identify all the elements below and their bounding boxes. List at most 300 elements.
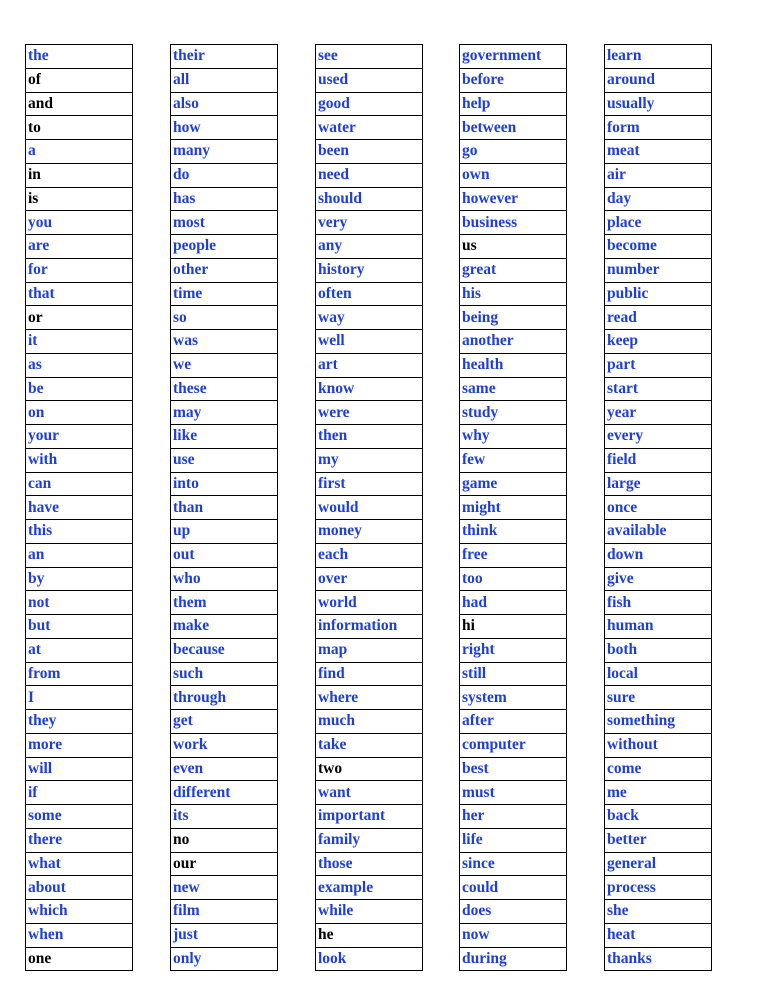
- word-row: [316, 757, 423, 781]
- word-cell: process: [605, 876, 712, 900]
- word-cell: no: [171, 828, 278, 852]
- word-row: [460, 68, 567, 92]
- word-cell: been: [316, 140, 423, 164]
- word-row: [26, 591, 133, 615]
- word-column-2: [170, 44, 278, 971]
- word-cell: after: [460, 710, 567, 734]
- word-cell: through: [171, 686, 278, 710]
- word-row: [316, 306, 423, 330]
- word-cell: of: [26, 68, 133, 92]
- word-row: [316, 947, 423, 971]
- word-cell: however: [460, 187, 567, 211]
- word-cell: would: [316, 496, 423, 520]
- word-row: [171, 520, 278, 544]
- word-row: [171, 211, 278, 235]
- word-cell: local: [605, 662, 712, 686]
- word-row: [171, 68, 278, 92]
- word-cell: hi: [460, 615, 567, 639]
- word-cell: become: [605, 235, 712, 259]
- word-cell: she: [605, 900, 712, 924]
- word-row: [316, 282, 423, 306]
- word-cell: back: [605, 805, 712, 829]
- word-cell: learn: [605, 45, 712, 69]
- word-cell: had: [460, 591, 567, 615]
- word-row: [26, 496, 133, 520]
- word-row: [171, 567, 278, 591]
- word-row: [316, 211, 423, 235]
- word-cell: as: [26, 353, 133, 377]
- word-cell: heat: [605, 923, 712, 947]
- word-cell: without: [605, 733, 712, 757]
- word-row: [460, 330, 567, 354]
- word-row: [605, 591, 712, 615]
- word-cell: to: [26, 116, 133, 140]
- word-cell: way: [316, 306, 423, 330]
- word-cell: while: [316, 900, 423, 924]
- word-cell: general: [605, 852, 712, 876]
- word-row: [605, 947, 712, 971]
- word-cell: right: [460, 638, 567, 662]
- word-row: [605, 781, 712, 805]
- word-row: [26, 757, 133, 781]
- word-row: [171, 900, 278, 924]
- word-row: [171, 45, 278, 69]
- word-row: [26, 567, 133, 591]
- word-cell: and: [26, 92, 133, 116]
- word-cell: these: [171, 377, 278, 401]
- word-row: [316, 686, 423, 710]
- word-cell: family: [316, 828, 423, 852]
- word-cell: water: [316, 116, 423, 140]
- word-cell: thanks: [605, 947, 712, 971]
- word-row: [460, 923, 567, 947]
- word-row: [460, 187, 567, 211]
- word-cell: give: [605, 567, 712, 591]
- word-row: [460, 472, 567, 496]
- word-row: [26, 377, 133, 401]
- word-cell: not: [26, 591, 133, 615]
- word-row: [26, 662, 133, 686]
- word-cell: best: [460, 757, 567, 781]
- word-cell: will: [26, 757, 133, 781]
- word-row: [316, 638, 423, 662]
- word-row: [460, 591, 567, 615]
- word-row: [316, 662, 423, 686]
- word-cell: does: [460, 900, 567, 924]
- word-row: [26, 258, 133, 282]
- word-cell: help: [460, 92, 567, 116]
- word-cell: get: [171, 710, 278, 734]
- word-row: [316, 448, 423, 472]
- word-cell: those: [316, 852, 423, 876]
- word-cell: too: [460, 567, 567, 591]
- word-row: [316, 235, 423, 259]
- word-row: [171, 282, 278, 306]
- word-row: [605, 211, 712, 235]
- word-cell: might: [460, 496, 567, 520]
- word-cell: do: [171, 163, 278, 187]
- word-cell: your: [26, 425, 133, 449]
- word-row: [171, 686, 278, 710]
- word-cell: art: [316, 353, 423, 377]
- word-cell: something: [605, 710, 712, 734]
- word-cell: us: [460, 235, 567, 259]
- word-row: [460, 211, 567, 235]
- word-row: [316, 852, 423, 876]
- word-row: [26, 805, 133, 829]
- word-row: [460, 140, 567, 164]
- word-row: [171, 947, 278, 971]
- word-cell: this: [26, 520, 133, 544]
- word-row: [171, 163, 278, 187]
- word-row: [316, 258, 423, 282]
- word-cell: up: [171, 520, 278, 544]
- word-row: [171, 496, 278, 520]
- word-row: [460, 543, 567, 567]
- word-row: [605, 163, 712, 187]
- word-row: [605, 520, 712, 544]
- word-cell: because: [171, 638, 278, 662]
- word-row: [171, 258, 278, 282]
- word-row: [316, 140, 423, 164]
- word-cell: see: [316, 45, 423, 69]
- word-row: [460, 235, 567, 259]
- word-row: [460, 757, 567, 781]
- word-row: [605, 140, 712, 164]
- word-row: [460, 496, 567, 520]
- word-column-4: [459, 44, 567, 971]
- word-cell: its: [171, 805, 278, 829]
- word-row: [171, 92, 278, 116]
- word-cell: is: [26, 187, 133, 211]
- word-cell: around: [605, 68, 712, 92]
- word-row: [26, 425, 133, 449]
- word-cell: in: [26, 163, 133, 187]
- word-row: [316, 353, 423, 377]
- word-column-1: [25, 44, 133, 971]
- word-row: [26, 923, 133, 947]
- word-row: [26, 68, 133, 92]
- word-row: [316, 45, 423, 69]
- word-row: [316, 116, 423, 140]
- word-cell: now: [460, 923, 567, 947]
- word-cell: different: [171, 781, 278, 805]
- word-cell: same: [460, 377, 567, 401]
- word-row: [460, 662, 567, 686]
- word-row: [26, 710, 133, 734]
- word-row: [171, 781, 278, 805]
- word-cell: over: [316, 567, 423, 591]
- word-cell: air: [605, 163, 712, 187]
- word-row: [460, 733, 567, 757]
- word-cell: them: [171, 591, 278, 615]
- word-row: [460, 306, 567, 330]
- word-row: [605, 68, 712, 92]
- word-row: [460, 92, 567, 116]
- word-row: [605, 805, 712, 829]
- word-row: [605, 733, 712, 757]
- word-cell: need: [316, 163, 423, 187]
- word-cell: example: [316, 876, 423, 900]
- word-cell: so: [171, 306, 278, 330]
- word-row: [26, 282, 133, 306]
- word-cell: public: [605, 282, 712, 306]
- word-row: [460, 425, 567, 449]
- word-cell: during: [460, 947, 567, 971]
- word-cell: should: [316, 187, 423, 211]
- word-row: [460, 686, 567, 710]
- word-cell: at: [26, 638, 133, 662]
- word-cell: when: [26, 923, 133, 947]
- word-cell: any: [316, 235, 423, 259]
- word-row: [26, 638, 133, 662]
- word-cell: there: [26, 828, 133, 852]
- word-cell: year: [605, 401, 712, 425]
- word-row: [171, 591, 278, 615]
- word-row: [26, 448, 133, 472]
- word-cell: work: [171, 733, 278, 757]
- word-row: [171, 401, 278, 425]
- word-cell: or: [26, 306, 133, 330]
- word-cell: our: [171, 852, 278, 876]
- word-cell: which: [26, 900, 133, 924]
- word-row: [316, 543, 423, 567]
- word-row: [26, 947, 133, 971]
- word-cell: usually: [605, 92, 712, 116]
- word-cell: know: [316, 377, 423, 401]
- word-cell: were: [316, 401, 423, 425]
- word-cell: many: [171, 140, 278, 164]
- word-row: [460, 377, 567, 401]
- word-cell: make: [171, 615, 278, 639]
- word-cell: are: [26, 235, 133, 259]
- word-row: [171, 543, 278, 567]
- word-row: [26, 852, 133, 876]
- word-row: [316, 496, 423, 520]
- word-cell: much: [316, 710, 423, 734]
- word-row: [26, 330, 133, 354]
- word-row: [460, 282, 567, 306]
- word-cell: into: [171, 472, 278, 496]
- word-cell: find: [316, 662, 423, 686]
- word-cell: more: [26, 733, 133, 757]
- word-row: [26, 520, 133, 544]
- word-row: [171, 638, 278, 662]
- word-column-5: [604, 44, 712, 971]
- word-row: [26, 116, 133, 140]
- word-row: [26, 163, 133, 187]
- word-row: [26, 353, 133, 377]
- word-cell: people: [171, 235, 278, 259]
- word-cell: well: [316, 330, 423, 354]
- word-row: [460, 852, 567, 876]
- word-cell: look: [316, 947, 423, 971]
- word-row: [26, 472, 133, 496]
- word-row: [26, 686, 133, 710]
- word-row: [605, 472, 712, 496]
- word-row: [460, 448, 567, 472]
- word-cell: then: [316, 425, 423, 449]
- word-cell: start: [605, 377, 712, 401]
- word-cell: only: [171, 947, 278, 971]
- word-cell: his: [460, 282, 567, 306]
- word-cell: just: [171, 923, 278, 947]
- word-row: [316, 733, 423, 757]
- word-cell: place: [605, 211, 712, 235]
- word-row: [460, 710, 567, 734]
- word-cell: field: [605, 448, 712, 472]
- word-cell: use: [171, 448, 278, 472]
- word-row: [26, 828, 133, 852]
- word-cell: than: [171, 496, 278, 520]
- word-row: [460, 567, 567, 591]
- word-cell: world: [316, 591, 423, 615]
- word-cell: information: [316, 615, 423, 639]
- word-cell: large: [605, 472, 712, 496]
- word-cell: better: [605, 828, 712, 852]
- word-row: [26, 543, 133, 567]
- word-row: [171, 472, 278, 496]
- word-row: [605, 567, 712, 591]
- word-cell: map: [316, 638, 423, 662]
- word-row: [26, 781, 133, 805]
- word-row: [26, 401, 133, 425]
- word-row: [460, 258, 567, 282]
- word-cell: but: [26, 615, 133, 639]
- word-row: [605, 662, 712, 686]
- word-cell: great: [460, 258, 567, 282]
- word-cell: for: [26, 258, 133, 282]
- word-cell: who: [171, 567, 278, 591]
- word-cell: both: [605, 638, 712, 662]
- word-cell: can: [26, 472, 133, 496]
- word-row: [460, 805, 567, 829]
- word-row: [171, 306, 278, 330]
- word-cell: film: [171, 900, 278, 924]
- word-cell: government: [460, 45, 567, 69]
- word-row: [605, 425, 712, 449]
- word-row: [605, 187, 712, 211]
- word-cell: we: [171, 353, 278, 377]
- word-row: [26, 900, 133, 924]
- word-cell: free: [460, 543, 567, 567]
- word-cell: has: [171, 187, 278, 211]
- word-row: [605, 710, 712, 734]
- word-cell: human: [605, 615, 712, 639]
- word-cell: about: [26, 876, 133, 900]
- word-row: [171, 710, 278, 734]
- word-row: [605, 353, 712, 377]
- word-row: [171, 615, 278, 639]
- word-row: [316, 330, 423, 354]
- word-row: [171, 187, 278, 211]
- word-cell: was: [171, 330, 278, 354]
- word-row: [26, 615, 133, 639]
- word-cell: you: [26, 211, 133, 235]
- word-cell: fish: [605, 591, 712, 615]
- word-row: [316, 591, 423, 615]
- word-row: [171, 828, 278, 852]
- word-cell: between: [460, 116, 567, 140]
- word-row: [460, 615, 567, 639]
- word-row: [26, 733, 133, 757]
- word-row: [316, 187, 423, 211]
- word-cell: system: [460, 686, 567, 710]
- word-cell: where: [316, 686, 423, 710]
- word-cell: important: [316, 805, 423, 829]
- word-cell: all: [171, 68, 278, 92]
- word-row: [171, 662, 278, 686]
- word-cell: her: [460, 805, 567, 829]
- word-cell: once: [605, 496, 712, 520]
- word-row: [171, 353, 278, 377]
- word-cell: on: [26, 401, 133, 425]
- word-row: [605, 852, 712, 876]
- word-cell: it: [26, 330, 133, 354]
- word-row: [605, 496, 712, 520]
- word-row: [605, 757, 712, 781]
- word-row: [460, 900, 567, 924]
- word-cell: very: [316, 211, 423, 235]
- word-cell: being: [460, 306, 567, 330]
- word-row: [26, 45, 133, 69]
- word-row: [605, 401, 712, 425]
- word-row: [26, 140, 133, 164]
- word-row: [316, 615, 423, 639]
- word-row: [605, 615, 712, 639]
- word-cell: go: [460, 140, 567, 164]
- word-row: [171, 757, 278, 781]
- word-cell: like: [171, 425, 278, 449]
- word-row: [316, 876, 423, 900]
- word-row: [460, 401, 567, 425]
- word-cell: out: [171, 543, 278, 567]
- word-row: [605, 45, 712, 69]
- word-row: [316, 567, 423, 591]
- word-cell: first: [316, 472, 423, 496]
- word-row: [316, 805, 423, 829]
- word-row: [460, 116, 567, 140]
- word-row: [605, 638, 712, 662]
- word-row: [316, 710, 423, 734]
- word-cell: could: [460, 876, 567, 900]
- word-row: [605, 235, 712, 259]
- word-cell: with: [26, 448, 133, 472]
- word-cell: sure: [605, 686, 712, 710]
- word-cell: most: [171, 211, 278, 235]
- word-row: [26, 211, 133, 235]
- word-row: [605, 876, 712, 900]
- word-row: [171, 330, 278, 354]
- word-row: [605, 306, 712, 330]
- word-cell: day: [605, 187, 712, 211]
- word-cell: often: [316, 282, 423, 306]
- word-row: [316, 163, 423, 187]
- word-row: [460, 638, 567, 662]
- word-row: [460, 353, 567, 377]
- word-cell: before: [460, 68, 567, 92]
- word-cell: if: [26, 781, 133, 805]
- word-cell: a: [26, 140, 133, 164]
- word-row: [26, 92, 133, 116]
- word-cell: why: [460, 425, 567, 449]
- word-cell: available: [605, 520, 712, 544]
- word-cell: what: [26, 852, 133, 876]
- word-cell: history: [316, 258, 423, 282]
- word-column-3: [315, 44, 423, 971]
- word-cell: new: [171, 876, 278, 900]
- word-cell: computer: [460, 733, 567, 757]
